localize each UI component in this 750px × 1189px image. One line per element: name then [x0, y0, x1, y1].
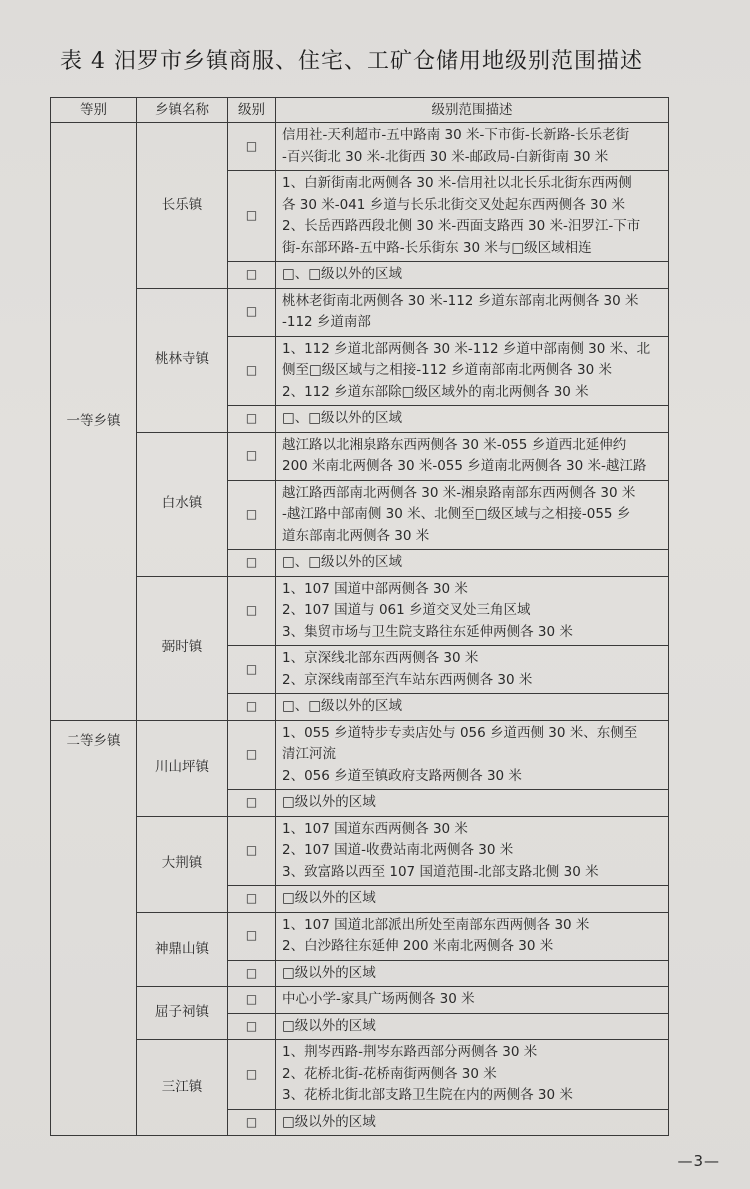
description-line: 2、京深线南部至汽车站东西两侧各 30 米	[282, 671, 533, 688]
description-line: 2、107 国道-收费站南北两侧各 30 米	[282, 842, 514, 858]
table-row	[51, 1040, 669, 1110]
description-cell	[276, 576, 669, 646]
description-line: 1、112 乡道北部两侧各 30 米-112 乡道中部南侧 30 米、北	[282, 340, 651, 357]
description-cell	[276, 912, 669, 960]
level-cell: □	[228, 694, 276, 721]
description-line: -百兴街北 30 米-北街西 30 米-邮政局-白新街南 30 米	[282, 148, 609, 165]
town-cell: 川山坪镇	[137, 720, 228, 816]
description-line: □级以外的区域	[282, 890, 376, 906]
grade-label: 二等乡镇	[66, 732, 121, 749]
description-line: 200 米南北两侧各 30 米-055 乡道南北两侧各 30 米-越江路	[282, 458, 647, 474]
town-cell: 大荆镇	[137, 816, 228, 912]
description-cell	[276, 262, 669, 289]
description-line: 1、107 国道中部两侧各 30 米	[282, 580, 468, 597]
description-line: □级以外的区域	[282, 1113, 376, 1130]
description-cell	[276, 720, 669, 790]
description-cell	[276, 1013, 669, 1040]
description-line: 道东部南北两侧各 30 米	[282, 527, 430, 544]
level-cell: □	[228, 336, 276, 406]
description-line: □、□级以外的区域	[282, 266, 403, 282]
table-row	[51, 576, 669, 646]
table-row	[51, 816, 669, 886]
grade-cell	[51, 720, 137, 1136]
description-line: 1、055 乡道特步专卖店处与 056 乡道西侧 30 米、东侧至	[282, 724, 638, 741]
description-line: 3、致富路以西至 107 国道范围-北部支路北侧 30 米	[282, 863, 599, 880]
description-line: -112 乡道南部	[282, 314, 371, 330]
table-title: 表 4 汨罗市乡镇商服、住宅、工矿仓储用地级别范围描述	[60, 49, 643, 74]
description-cell	[276, 816, 669, 886]
description-line: 2、056 乡道至镇政府支路两侧各 30 米	[282, 767, 522, 784]
description-cell	[276, 550, 669, 577]
description-line: 1、京深线北部东西两侧各 30 米	[282, 650, 479, 666]
table-row	[51, 987, 669, 1014]
description-line: □、□级以外的区域	[282, 410, 403, 426]
level-cell: □	[228, 432, 276, 480]
town-cell: 白水镇	[137, 432, 228, 576]
description-cell	[276, 987, 669, 1014]
level-cell: □	[228, 720, 276, 790]
description-line: 清江河流	[282, 746, 336, 762]
description-cell	[276, 1040, 669, 1110]
town-cell: 三江镇	[137, 1040, 228, 1136]
description-line: 2、白沙路往东延伸 200 米南北两侧各 30 米	[282, 938, 554, 954]
header-level: 级别	[228, 98, 276, 123]
town-cell: 弼时镇	[137, 576, 228, 720]
level-cell: □	[228, 171, 276, 262]
level-cell: □	[228, 790, 276, 817]
description-cell	[276, 646, 669, 694]
level-range-table	[50, 97, 669, 1136]
table-row	[51, 720, 669, 790]
table-row	[51, 288, 669, 336]
level-cell: □	[228, 1013, 276, 1040]
description-cell	[276, 123, 669, 171]
level-cell: □	[228, 960, 276, 987]
description-cell	[276, 171, 669, 262]
level-cell: □	[228, 886, 276, 913]
level-cell: □	[228, 912, 276, 960]
level-cell: □	[228, 262, 276, 289]
header-description: 级别范围描述	[276, 98, 669, 123]
description-line: 3、花桥北街北部支路卫生院在内的两侧各 30 米	[282, 1087, 573, 1103]
description-line: 中心小学-家具广场两侧各 30 米	[282, 991, 475, 1007]
description-line: 越江路西部南北两侧各 30 米-湘泉路南部东西两侧各 30 米	[282, 484, 636, 501]
description-line: -越江路中部南侧 30 米、北侧至□级区域与之相接-055 乡	[282, 506, 631, 522]
town-cell: 神鼎山镇	[137, 912, 228, 987]
description-line: 2、花桥北街-花桥南街两侧各 30 米	[282, 1065, 497, 1082]
level-cell: □	[228, 1109, 276, 1136]
level-cell: □	[228, 576, 276, 646]
level-cell: □	[228, 480, 276, 550]
description-line: 1、白新街南北两侧各 30 米-信用社以北长乐北街东西两侧	[282, 175, 632, 191]
grade-cell: 一等乡镇	[51, 123, 137, 721]
town-cell: 长乐镇	[137, 123, 228, 289]
description-line: 1、荆岑西路-荆岑东路西部分两侧各 30 米	[282, 1044, 538, 1060]
level-cell: □	[228, 288, 276, 336]
town-cell: 屈子祠镇	[137, 987, 228, 1040]
town-cell: 桃林寺镇	[137, 288, 228, 432]
description-line: 越江路以北湘泉路东西两侧各 30 米-055 乡道西北延伸约	[282, 436, 627, 453]
description-cell	[276, 886, 669, 913]
description-line: 2、长岳西路西段北侧 30 米-西面支路西 30 米-汨罗江-下市	[282, 218, 641, 234]
level-cell: □	[228, 816, 276, 886]
description-line: 信用社-天利超市-五中路南 30 米-下市街-长新路-长乐老街	[282, 127, 630, 143]
level-cell: □	[228, 406, 276, 433]
description-line: 3、集贸市场与卫生院支路往东延伸两侧各 30 米	[282, 623, 573, 640]
level-cell: □	[228, 987, 276, 1014]
description-cell	[276, 790, 669, 817]
description-line: 2、112 乡道东部除□级区域外的南北两侧各 30 米	[282, 383, 589, 400]
description-cell	[276, 480, 669, 550]
description-line: □级以外的区域	[282, 1017, 376, 1034]
description-line: 各 30 米-041 乡道与长乐北街交叉处起东西两侧各 30 米	[282, 196, 625, 213]
page-number: —3—	[677, 1152, 720, 1170]
description-cell	[276, 694, 669, 721]
description-line: 桃林老街南北两侧各 30 米-112 乡道东部南北两侧各 30 米	[282, 292, 639, 309]
level-cell: □	[228, 550, 276, 577]
description-cell	[276, 406, 669, 433]
header-town: 乡镇名称	[137, 98, 228, 123]
description-line: 街-东部环路-五中路-长乐街东 30 米与□级区域相连	[282, 239, 592, 256]
level-cell: □	[228, 123, 276, 171]
description-cell	[276, 336, 669, 406]
description-line: 1、107 国道东西两侧各 30 米	[282, 820, 468, 837]
table-header-row	[51, 98, 669, 123]
header-grade: 等别	[51, 98, 137, 123]
description-line: 侧至□级区域与之相接-112 乡道南部南北两侧各 30 米	[282, 362, 612, 378]
description-line: 2、107 国道与 061 乡道交叉处三角区域	[282, 602, 531, 618]
description-line: 1、107 国道北部派出所处至南部东西两侧各 30 米	[282, 916, 590, 933]
description-line: □级以外的区域	[282, 964, 376, 981]
description-cell	[276, 1109, 669, 1136]
table-row	[51, 123, 669, 171]
table-row	[51, 432, 669, 480]
description-line: □、□级以外的区域	[282, 698, 403, 714]
description-line: □级以外的区域	[282, 794, 376, 810]
description-line: □、□级以外的区域	[282, 554, 403, 570]
table-row	[51, 912, 669, 960]
level-cell: □	[228, 646, 276, 694]
level-cell: □	[228, 1040, 276, 1110]
description-cell	[276, 432, 669, 480]
description-cell	[276, 960, 669, 987]
description-cell	[276, 288, 669, 336]
